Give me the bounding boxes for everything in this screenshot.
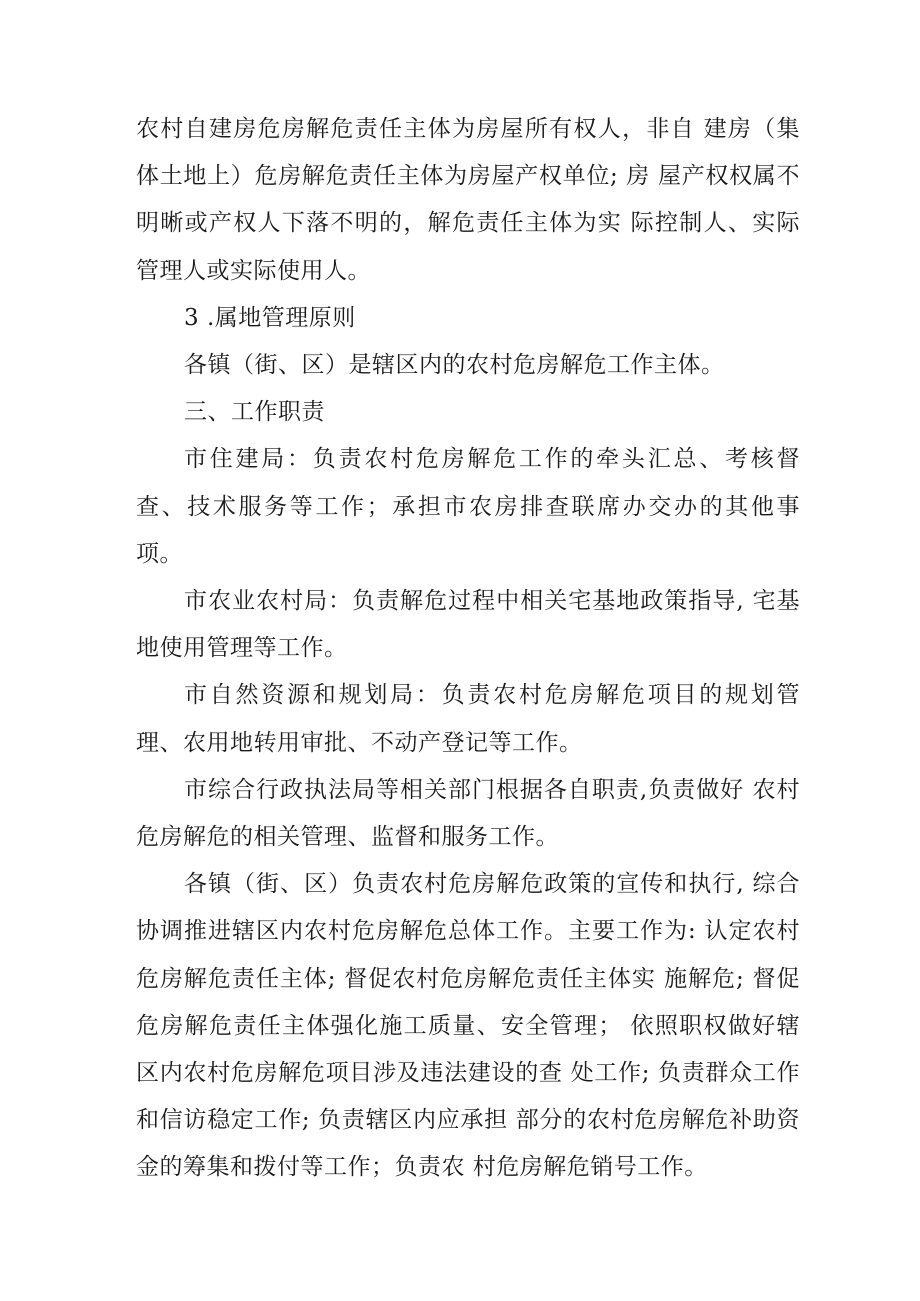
paragraph-territorial-principle-heading: 3 .属地管理原则: [184, 304, 356, 331]
paragraph-natural-resources-bureau: 市自然资源和规划局：负责农村危房解危项目的规划管 理、农用地转用审批、不动产登记等工作。: [136, 682, 824, 756]
paragraph-towns-duties: 各镇（街、区）负责农村危房解危政策的宣传和执行, 综合协调推进辖区内农村危房解危总体工作。主要工作为: 认定农村危房解危责任主体; 督促农村危房解危责任主体实 施解危; 督促危房解危责任主体强化施工质量、安全管理； 依照职权做好辖区内农村危房解危项目涉及违法建设的查 处工作; 负责群众工作和信访稳定工作; 负责辖区内应承担 部分的农村危房解危补助资金的筹集和拨付等工作；负责农 村危房解危销号工作。: [136, 871, 800, 1181]
paragraph-housing-bureau: 市住建局：负责农村危房解危工作的牵头汇总、考核督 查、技术服务等工作；承担市农房排查联席办交办的其他事 项。: [136, 446, 824, 567]
paragraph-territorial-principle: 各镇（街、区）是辖区内的农村危房解危工作主体。: [184, 352, 725, 379]
paragraph-law-enforcement-bureau: 市综合行政执法局等相关部门根据各自职责,负责做好 农村危房解危的相关管理、监督和服务工作。: [136, 776, 800, 851]
section-heading-duties: 三、工作职责: [184, 399, 325, 426]
paragraph-agriculture-bureau: 市农业农村局：负责解危过程中相关宅基地政策指导, 宅基地使用管理等工作。: [136, 588, 800, 662]
document-body: [136, 106, 824, 1192]
paragraph-responsibility-subject: 农村自建房危房解危责任主体为房屋所有权人，非自 建房（集体土地上）危房解危责任主体为房屋产权单位; 房 屋产权权属不明晰或产权人下落不明的，解危责任主体为实 际控制人、实际管理人或实际使用人。: [136, 116, 800, 284]
